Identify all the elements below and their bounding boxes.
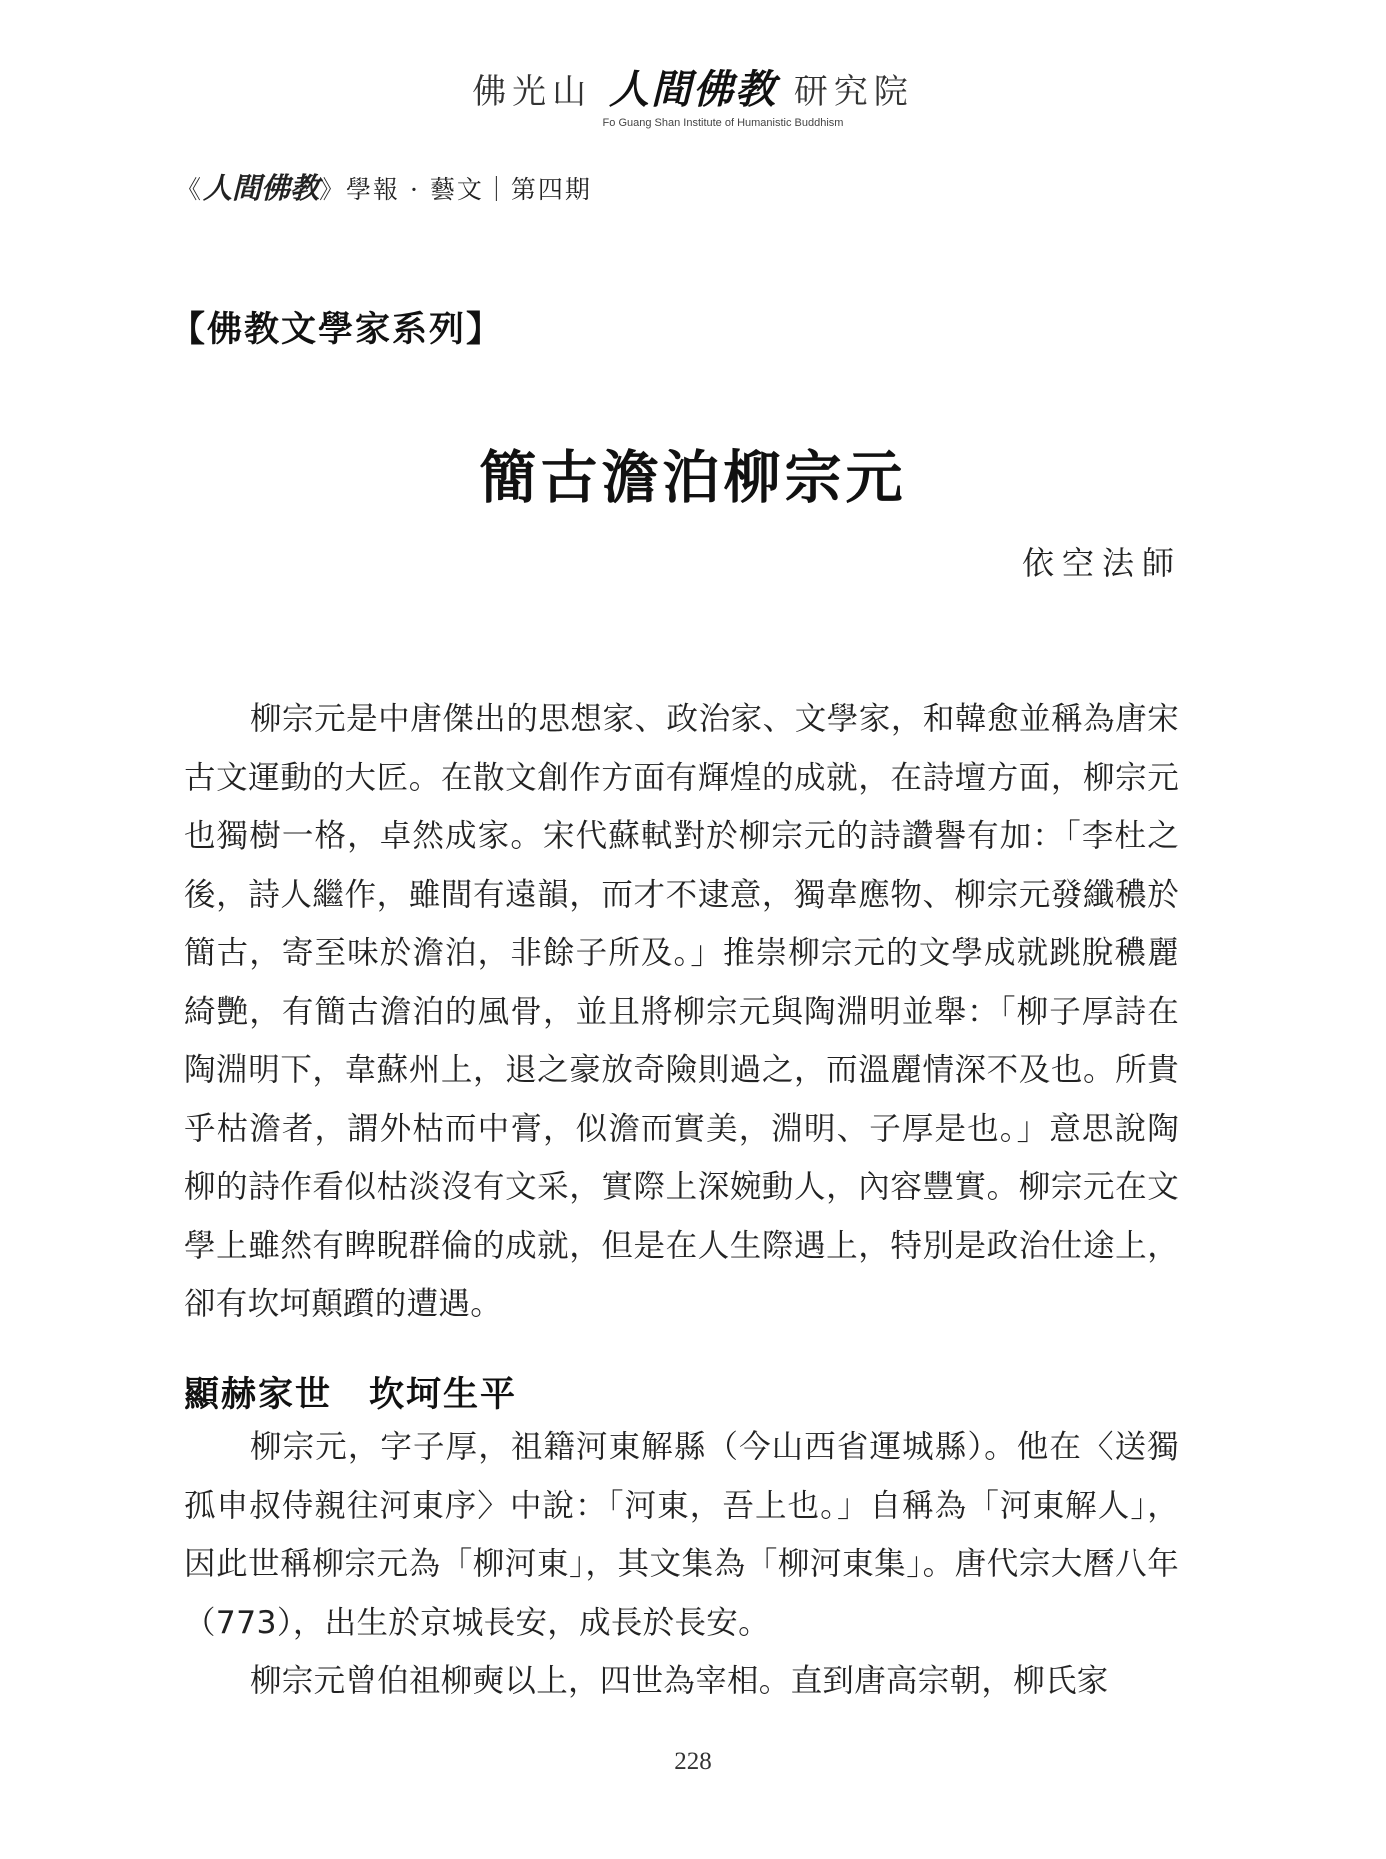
article-author: 依空法師 xyxy=(1021,544,1182,582)
section-heading: 顯赫家世 坎坷生平 xyxy=(184,1374,518,1415)
page-number: 228 xyxy=(674,1748,712,1775)
journal-issue: 》學報 · 藝文｜第四期 xyxy=(319,175,592,204)
body-paragraph-continued: 柳宗元曾伯祖柳奭以上，四世為宰相。直到唐高宗朝，柳氏家 xyxy=(250,1663,1109,1699)
journal-running-head xyxy=(176,166,592,207)
journal-brand: 人間佛教 xyxy=(203,171,320,205)
institute-header xyxy=(0,58,1386,129)
institute-brand-logo: 人間佛教 xyxy=(609,67,777,113)
body-paragraph: 柳宗元，字子厚，祖籍河東解縣（今山西省運城縣）。他在〈送獨孤申叔侍親往河東序〉中說：「河東，吾上也。」自稱為「河東解人」，因此世稱柳宗元為「柳河東」，其文集為「柳河東集」。唐代宗大曆八年（773），出生於京城長安，成長於長安。 xyxy=(184,1429,1179,1641)
institute-suffix: 研究院 xyxy=(793,72,914,112)
intro-paragraph: 柳宗元是中唐傑出的思想家、政治家、文學家，和韓愈並稱為唐宋古文運動的大匠。在散文創作方面有輝煌的成就，在詩壇方面，柳宗元也獨樹一格，卓然成家。宋代蘇軾對於柳宗元的詩讚譽有加：「李杜之後，詩人繼作，雖間有遠韻，而才不逮意，獨韋應物、柳宗元發纖穠於簡古，寄至味於澹泊，非餘子所及。」推崇柳宗元的文學成就跳脫穠麗綺艷，有簡古澹泊的風骨，並且將柳宗元與陶淵明並舉：「柳子厚詩在陶淵明下，韋蘇州上，退之豪放奇險則過之，而溫麗情深不及也。所貴乎枯澹者，謂外枯而中膏，似澹而實美，淵明、子厚是也。」意思說陶柳的詩作看似枯淡沒有文采，實際上深婉動人，內容豐實。柳宗元在文學上雖然有睥睨群倫的成就，但是在人生際遇上，特別是政治仕途上，卻有坎坷顛躓的遭遇。 xyxy=(184,701,1179,1322)
series-label: 【佛教文學家系列】 xyxy=(170,309,504,350)
journal-open-bracket: 《 xyxy=(176,175,204,204)
institute-name xyxy=(0,58,1386,115)
article-title: 簡古澹泊柳宗元 xyxy=(479,444,907,511)
institute-prefix: 佛光山 xyxy=(472,72,593,112)
institute-english-name: Fo Guang Shan Institute of Humanistic Buddhism xyxy=(602,117,844,129)
